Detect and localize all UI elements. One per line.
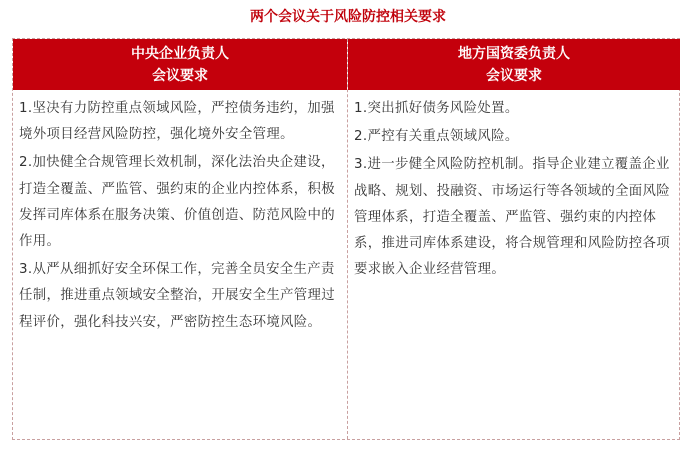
local-sasac-requirements xyxy=(354,96,676,285)
column-header-line: 地方国资委负责人 xyxy=(458,45,570,62)
column-header-line: 中央企业负责人 xyxy=(131,45,229,62)
comparison-table xyxy=(12,38,680,440)
column-divider xyxy=(347,39,348,439)
column-header-central-enterprise xyxy=(13,39,347,90)
column-header-local-sasac xyxy=(348,39,680,90)
column-header-line: 会议要求 xyxy=(152,67,208,84)
central-enterprise-requirements xyxy=(19,96,341,338)
page-title: 两个会议关于风险防控相关要求 xyxy=(250,9,446,25)
requirement-item: 2.严控有关重点领域风险。 xyxy=(354,129,519,145)
requirement-item: 3.从严从细抓好安全环保工作，完善全员安全生产责任制，推进重点领域安全整治，开展安全生产管理过程评价，强化科技兴安，严密防控生态环境风险。 xyxy=(19,262,336,330)
requirement-item: 2.加快健全合规管理长效机制，深化法治央企建设，打造全覆盖、严监管、强约束的企业内控体系，积极发挥司库体系在服务决策、价值创造、防范风险中的作用。 xyxy=(19,155,336,250)
requirement-item: 1.突出抓好债务风险处置。 xyxy=(354,101,519,116)
requirement-item: 1.坚决有力防控重点领域风险，严控债务违约，加强境外项目经营风险防控，强化境外安全管理。 xyxy=(19,101,335,143)
requirement-item: 3.进一步健全风险防控机制。指导企业建立覆盖企业战略、规划、投融资、市场运行等各领域的全面风险管理体系，打造全覆盖、严监管、强约束的内控体系，推进司库体系建设，将合规管理和风险防控各项要求嵌入企业经营管理。 xyxy=(354,157,671,278)
column-header-line: 会议要求 xyxy=(486,67,542,84)
